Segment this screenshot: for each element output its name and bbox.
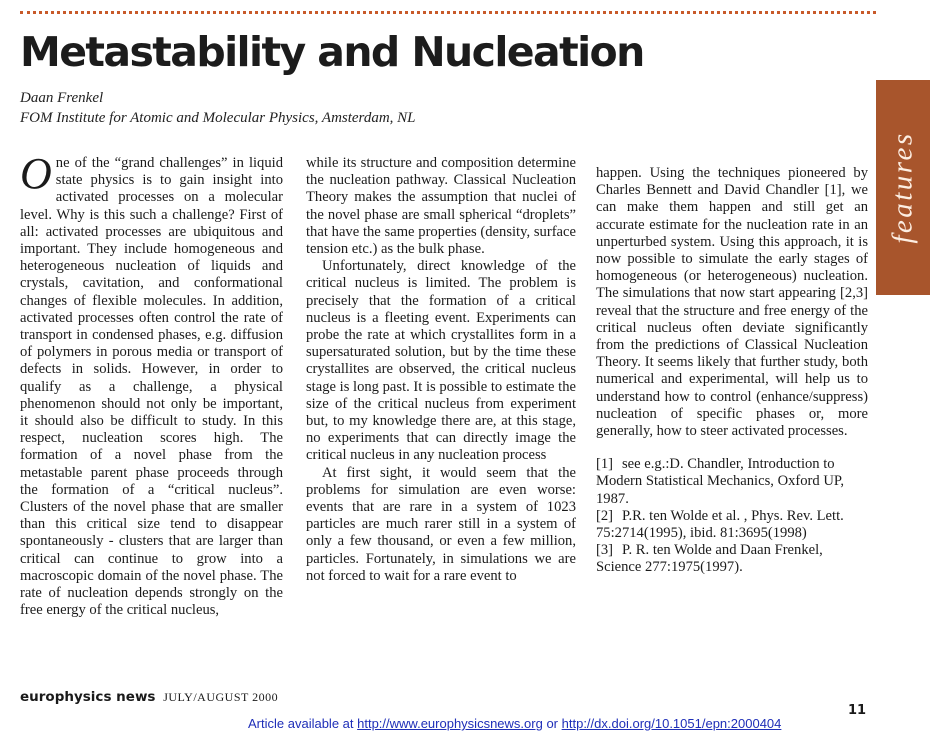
paragraph <box>20 155 283 619</box>
author-affiliation: FOM Institute for Atomic and Molecular Physics, Amsterdam, NL <box>20 110 416 126</box>
author-name: Daan Frenkel <box>20 90 104 106</box>
paragraph: At first sight, it would seem that the problems for simulation are even worse: events that are rare in a system of 1023 particles are much rarer still in a system of only a few thousand, or even a few million, particles. Fortunately, in simulations we are not forced to wait for a rare event to <box>306 464 576 584</box>
paragraph: while its structure and composition determine the nucleation pathway. Classical Nucleation Theory makes the assumption that nuclei of the novel phase are small spherical “droplets” that have the same properties (density, surface tension etc.) as the bulk phase. <box>306 155 576 258</box>
section-tab <box>876 80 930 295</box>
reference-text: P. R. ten Wolde and Daan Frenkel, Science 277:1975(1997). <box>596 542 823 576</box>
availability-prefix: Article available at <box>248 716 354 731</box>
doi-link[interactable]: http://dx.doi.org/10.1051/epn:2000404 <box>561 716 782 731</box>
dotted-rule <box>20 11 876 14</box>
paragraph-text: ne of the “grand challenges” in liquid state physics is to gain insight into activated processes on a molecular level. Why is this such a challenge? First of all: activated processes are ubiquitous and important. They include homogeneous and heterogeneous nucleation of liquids and crystals, cavitation, and conformational changes of flexible molecules. In addition, activated processes often control the rate of transport in condensed phases, e.g. diffusion of polymers in porous media or transport of defects in solids. However, in order to qualify as a challenge, a physical phenomenon should not only be important, it should also be difficult to study. In this respect, nucleation scores high. The formation of a novel phase from the metastable parent phase proceeds through the formation of a “critical nucleus”. Clusters of the novel phase that are smaller than this critical size tend to disappear spontaneously - clusters that are larger than critical can continue to grow into a macroscopic domain of the novel phase. The rate of nucleation depends strongly on the free energy of the critical nucleus, <box>20 155 283 619</box>
text-column-1 <box>20 155 283 667</box>
or-text: or <box>546 716 559 731</box>
text-column-3 <box>596 165 868 665</box>
footer-masthead <box>20 689 278 706</box>
reference-item <box>596 508 868 542</box>
drop-cap: O <box>20 155 52 198</box>
reference-text: see e.g.:D. Chandler, Introduction to Modern Statistical Mechanics, Oxford UP, 1987. <box>596 456 845 507</box>
article-availability-line <box>248 716 781 731</box>
article-title: Metastability and Nucleation <box>20 28 644 76</box>
section-tab-label: features <box>886 131 919 244</box>
reference-text: P.R. ten Wolde et al. , Phys. Rev. Lett. 75:2714(1995), ibid. 81:3695(1998) <box>596 507 844 542</box>
paragraph: happen. Using the techniques pioneered by Charles Bennett and David Chandler [1], we can make them happen and still get an accurate estimate for the nucleation rate in an unperturbed system. Using this approach, it is now possible to simulate the early stages of homogeneous (or heterogeneous) nucleation. The simulations that now start appearing [2,3] reveal that the structure and free energy of the critical nucleus often deviate significantly from the predictions of Classical Nucleation Theory. It seems likely that further study, both numerical and experimental, will help us to understand how to control (enhance/suppress) nucleation of specific phases or, more generally, how to steer activated processes. <box>596 165 868 440</box>
reference-number: [3] <box>596 542 614 559</box>
text-column-2 <box>306 155 576 667</box>
reference-item <box>596 456 868 508</box>
page-number: 11 <box>848 703 867 718</box>
issue-date: JULY/AUGUST 2000 <box>163 690 279 704</box>
reference-item <box>596 542 868 576</box>
reference-number: [1] <box>596 456 614 473</box>
reference-number: [2] <box>596 507 614 524</box>
references-list <box>596 456 868 576</box>
europhysicsnews-link[interactable]: http://www.europhysicsnews.org <box>357 716 543 731</box>
magazine-name: europhysics news <box>20 689 156 705</box>
paragraph: Unfortunately, direct knowledge of the critical nucleus is limited. The problem is precisely that the formation of a critical nucleus is a fleeting event. Experiments can probe the rate at which crystallites form in a supersaturated solution, but by the time these crystallites are observed, the critical nucleus stage is long past. It is possible to estimate the size of the critical nucleus from experiment but, to my knowledge there are, at this stage, no experiments that can directly image the critical nucleus in any nucleation process <box>306 258 576 464</box>
